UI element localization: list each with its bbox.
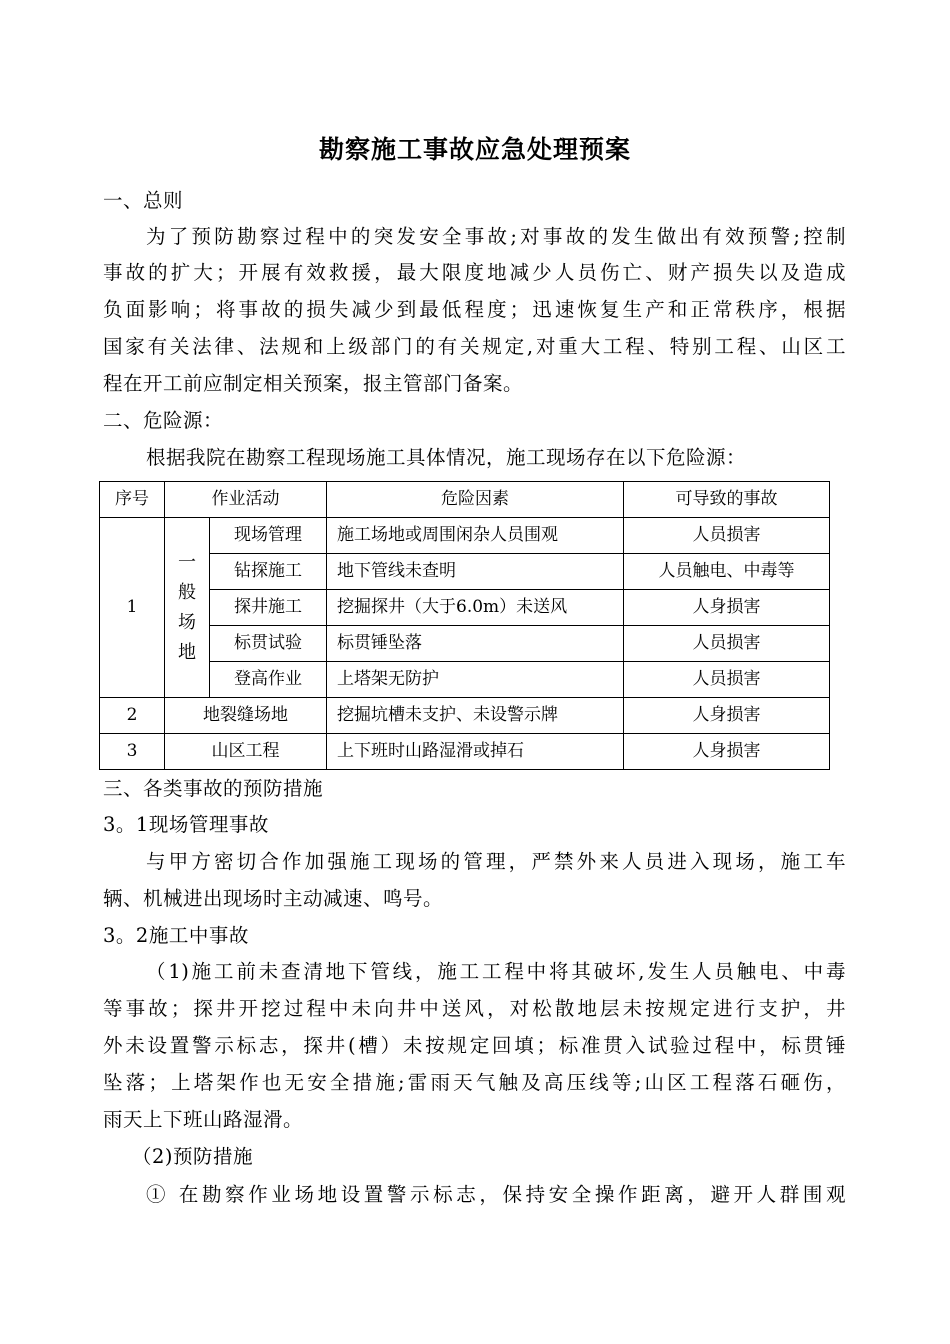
measures-heading: （2)预防措施	[132, 1145, 254, 1168]
table-row	[100, 698, 830, 734]
category-char: 一	[178, 551, 196, 573]
table-row	[100, 662, 830, 698]
paragraph-line: 外未设置警示标志，探井(槽）未按规定回填；标准贯入试验过程中，标贯锤	[103, 1034, 846, 1057]
accident-cell: 人员损害	[624, 518, 830, 554]
paragraph-line: 国家有关法律、法规和上级部门的有关规定,对重大工程、特别工程、山区工	[103, 335, 846, 358]
measure-item: ① 在勘察作业场地设置警示标志，保持安全操作距离，避开人群围观	[146, 1183, 846, 1206]
accident-cell: 人身损害	[624, 698, 830, 734]
header-hazard: 危险因素	[327, 482, 624, 518]
activity-cell: 地裂缝场地	[165, 698, 327, 734]
category-char: 地	[178, 641, 196, 663]
subsection-heading-site-management: 3。1现场管理事故	[103, 813, 269, 836]
hazard-cell: 上下班时山路湿滑或掉石	[327, 734, 624, 770]
paragraph-line: 程在开工前应制定相关预案，报主管部门备案。	[103, 372, 524, 395]
paragraph-line: 负面影响；将事故的损失减少到最低程度；迅速恢复生产和正常秩序，根据	[103, 298, 846, 321]
hazard-cell: 地下管线未查明	[327, 554, 624, 590]
paragraph-line: 事故的扩大；开展有效救援，最大限度地减少人员伤亡、财产损失以及造成	[103, 261, 846, 284]
section-heading-prevention: 三、各类事故的预防措施	[103, 777, 324, 800]
row-no: 2	[100, 698, 165, 734]
group-no: 1	[100, 518, 165, 698]
paragraph-line: 辆、机械进出现场时主动减速、鸣号。	[103, 887, 444, 910]
activity-cell: 探井施工	[210, 590, 327, 626]
activity-cell: 现场管理	[210, 518, 327, 554]
accident-cell: 人身损害	[624, 734, 830, 770]
paragraph-line: （1)施工前未查清地下管线，施工工程中将其破坏,发生人员触电、中毒	[146, 960, 846, 983]
table-row	[100, 626, 830, 662]
section-heading-general: 一、总则	[103, 189, 184, 212]
row-no: 3	[100, 734, 165, 770]
hazard-cell: 挖掘坑槽未支护、未设警示牌	[327, 698, 624, 734]
table-row	[100, 590, 830, 626]
hazard-cell: 挖掘探井（大于6.0m）未送风	[327, 590, 624, 626]
activity-cell: 登高作业	[210, 662, 327, 698]
accident-cell: 人员损害	[624, 626, 830, 662]
paragraph-line: 雨天上下班山路湿滑。	[103, 1108, 304, 1131]
activity-cell: 山区工程	[165, 734, 327, 770]
category-char: 般	[178, 581, 196, 603]
hazard-cell: 上塔架无防护	[327, 662, 624, 698]
paragraph-line: 与甲方密切合作加强施工现场的管理，严禁外来人员进入现场，施工车	[146, 850, 846, 873]
table-row	[100, 734, 830, 770]
hazard-cell: 施工场地或周围闲杂人员围观	[327, 518, 624, 554]
accident-cell: 人员损害	[624, 662, 830, 698]
table-header-row	[100, 482, 830, 518]
hazard-cell: 标贯锤坠落	[327, 626, 624, 662]
table-row	[100, 518, 830, 554]
hazards-intro: 根据我院在勘察工程现场施工具体情况，施工现场存在以下危险源：	[146, 446, 747, 469]
paragraph-line: 为了预防勘察过程中的突发安全事故;对事故的发生做出有效预警;控制	[146, 225, 846, 248]
category-char: 场	[178, 611, 196, 633]
document-title: 勘察施工事故应急处理预案	[318, 135, 631, 164]
group-category	[165, 518, 210, 698]
section-heading-hazards: 二、危险源：	[103, 409, 224, 432]
header-activity: 作业活动	[165, 482, 327, 518]
table-row	[100, 554, 830, 590]
accident-cell: 人身损害	[624, 590, 830, 626]
paragraph-line: 等事故；探井开挖过程中未向井中送风，对松散地层未按规定进行支护，井	[103, 997, 846, 1020]
header-no: 序号	[100, 482, 165, 518]
paragraph-line: 坠落；上塔架作也无安全措施;雷雨天气触及高压线等;山区工程落石砸伤，	[103, 1071, 846, 1094]
subsection-heading-construction: 3。2施工中事故	[103, 924, 249, 947]
hazard-table	[99, 481, 830, 770]
header-accident: 可导致的事故	[624, 482, 830, 518]
activity-cell: 钻探施工	[210, 554, 327, 590]
activity-cell: 标贯试验	[210, 626, 327, 662]
accident-cell: 人员触电、中毒等	[624, 554, 830, 590]
